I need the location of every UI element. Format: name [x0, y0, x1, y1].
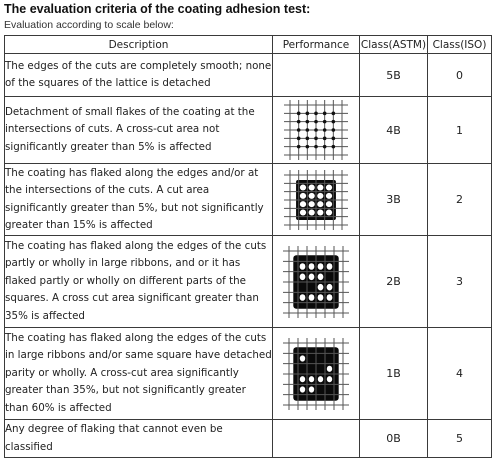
- column-header-performance: Performance: [273, 36, 360, 54]
- column-header-description: Description: [5, 36, 273, 54]
- row-class-iso: 0: [428, 54, 492, 97]
- row-class-astm: 3B: [360, 164, 428, 236]
- lattice-edge-flaking-icon: [284, 170, 348, 230]
- table-row: [5, 420, 492, 458]
- row-performance: [273, 164, 360, 236]
- row-performance: [273, 420, 360, 458]
- row-class-astm: 1B: [360, 328, 428, 420]
- row-performance: [273, 328, 360, 420]
- table-row: [5, 164, 492, 236]
- row-class-astm: 4B: [360, 97, 428, 164]
- row-class-iso: 1: [428, 97, 492, 164]
- adhesion-criteria-table: [4, 35, 492, 458]
- row-description: Detachment of small flakes of the coating at the intersections of cuts. A cross-cut area not significantly greater than 5% is affected: [5, 97, 273, 164]
- lattice-heavy-flaking-icon: [283, 338, 349, 410]
- row-performance: [273, 97, 360, 164]
- row-performance: [273, 54, 360, 97]
- row-class-astm: 5B: [360, 54, 428, 97]
- row-class-iso: 2: [428, 164, 492, 236]
- row-description: The coating has flaked along the edges and/or at the intersections of the cuts. A cut area significantly greater than 5%, but not significantly greater than 15% is affected: [5, 164, 273, 236]
- row-description: The coating has flaked along the edges of the cuts in large ribbons and/or same square have detached parity or wholly. A cross-cut area significantly greater than 35%, but not significantly greater than 60% is affected: [5, 328, 273, 420]
- table-row: [5, 97, 492, 164]
- table-header-row: [5, 36, 492, 54]
- row-description: The edges of the cuts are completely smooth; none of the squares of the lattice is detached: [5, 54, 273, 97]
- table-row: [5, 236, 492, 328]
- lattice-ribbon-flaking-icon: [283, 246, 349, 318]
- table-row: [5, 328, 492, 420]
- column-header-iso: Class(ISO): [428, 36, 492, 54]
- row-performance: [273, 236, 360, 328]
- page-title: The evaluation criteria of the coating adhesion test:: [4, 2, 311, 16]
- table-row: [5, 54, 492, 97]
- row-class-astm: 2B: [360, 236, 428, 328]
- row-description: The coating has flaked along the edges of the cuts partly or wholly in large ribbons, and or it has flaked partly or wholly on different parts of the squares. A cross cut area significant greater than 35% is affected: [5, 236, 273, 328]
- row-class-iso: 5: [428, 420, 492, 458]
- row-class-iso: 3: [428, 236, 492, 328]
- row-description: Any degree of flaking that cannot even be classified: [5, 420, 273, 458]
- page-subtitle: Evaluation according to scale below:: [4, 19, 174, 31]
- column-header-astm: Class(ASTM): [360, 36, 428, 54]
- lattice-small-flakes-icon: [284, 100, 348, 160]
- row-class-astm: 0B: [360, 420, 428, 458]
- row-class-iso: 4: [428, 328, 492, 420]
